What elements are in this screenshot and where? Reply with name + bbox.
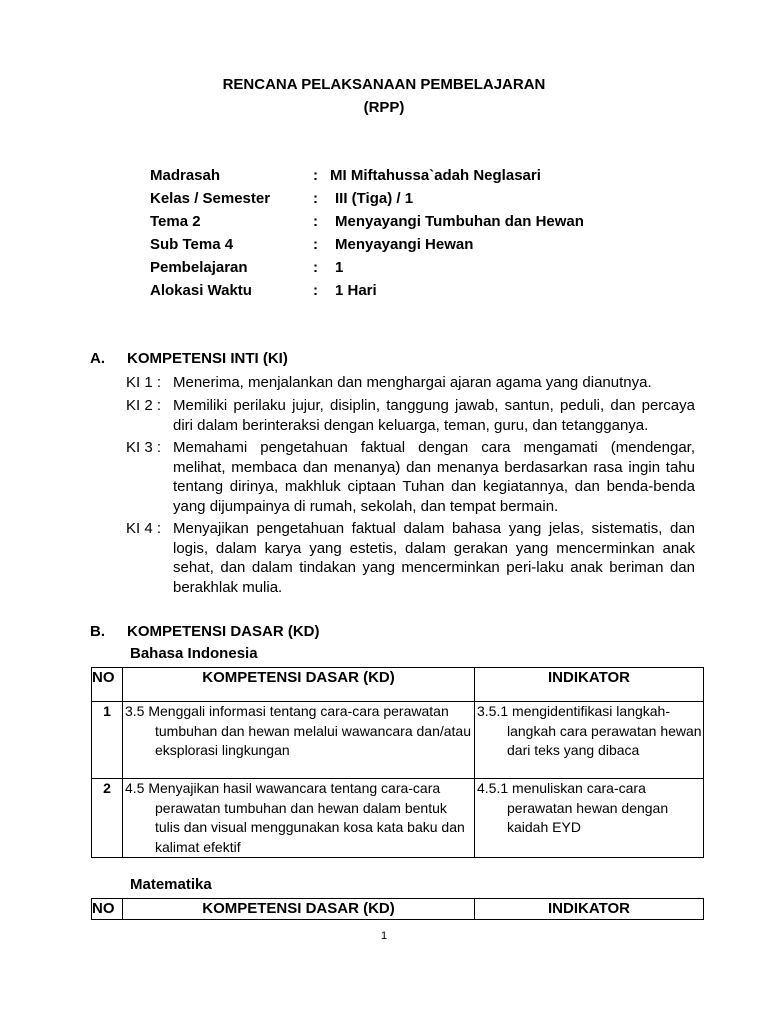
info-colon: : [313,236,318,253]
header-kd: KOMPETENSI DASAR (KD) [123,899,475,920]
info-colon: : [313,190,318,207]
section-title: KOMPETENSI DASAR (KD) [127,623,320,640]
row-number: 2 [92,779,123,858]
ki-label: KI 4 : [126,520,162,537]
table-row [92,779,704,858]
document-title: RENCANA PELAKSANAAN PEMBELAJARAN [222,76,546,93]
ki-label: KI 2 : [126,397,162,414]
ki-text: Memahami pengetahuan faktual dengan cara mengamati (mendengar, melihat, membaca dan menanya) dan menanya berdasarkan rasa ingin tahu tentang dirinya, makhluk ciptaan Tuhan dan kegiatannya, dan benda-benda yang dijumpainya di rumah, sekolah, dan tempat bermain. [173,439,695,515]
header-indikator: INDIKATOR [475,668,704,702]
header-no: NO [92,668,123,702]
header-no: NO [92,899,123,920]
info-value: 1 [335,259,344,276]
info-label: Sub Tema 4 [150,236,234,253]
info-value: 1 Hari [335,282,377,299]
kd-table-bahasa-indonesia [91,667,704,858]
row-indikator: 4.5.1 menuliskan cara-cara perawatan hewan dengan kaidah EYD [475,779,704,858]
info-label: Madrasah [150,167,221,184]
ki-label: KI 3 : [126,439,162,456]
ki-label: KI 1 : [126,374,162,391]
info-label: Kelas / Semester [150,190,271,207]
info-value: III (Tiga) / 1 [335,190,414,207]
info-value: Menyayangi Tumbuhan dan Hewan [335,213,584,230]
info-label: Pembelajaran [150,259,248,276]
section-title: KOMPETENSI INTI (KI) [127,350,288,367]
subheading-matematika: Matematika [130,876,212,893]
subheading-bahasa-indonesia: Bahasa Indonesia [130,645,258,662]
row-kd: 4.5 Menyajikan hasil wawancara tentang cara-cara perawatan tumbuhan dan hewan dalam bentuk tulis dan visual menggunakan kosa kata baku dan kalimat efektif [123,779,475,858]
info-colon: : [313,259,318,276]
document-subtitle: (RPP) [363,99,405,116]
header-indikator: INDIKATOR [475,899,704,920]
info-colon: : [313,282,318,299]
info-colon: : [313,213,318,230]
row-kd: 3.5 Menggali informasi tentang cara-cara perawatan tumbuhan dan hewan melalui wawancara dan/atau eksplorasi lingkungan [123,702,475,779]
table-header-row [92,668,704,702]
page-number: 1 [380,930,388,942]
ki-text: Menyajikan pengetahuan faktual dalam bahasa yang jelas, sistematis, dan logis, dalam karya yang estetis, dalam gerakan yang mencerminkan anak sehat, dan dalam tindakan yang mencerminkan peri-laku anak beriman dan berakhlak mulia. [173,520,695,596]
section-letter: B. [90,623,105,640]
info-label: Tema 2 [150,213,201,230]
row-indikator: 3.5.1 mengidentifikasi langkah-langkah cara perawatan hewan dari teks yang dibaca [475,702,704,779]
info-value: Menyayangi Hewan [335,236,474,253]
ki-text: Menerima, menjalankan dan menghargai ajaran agama yang dianutnya. [173,374,652,391]
table-row [92,702,704,779]
kd-table-matematika [91,898,704,920]
info-colon: : [313,167,318,184]
ki-text: Memiliki perilaku jujur, disiplin, tanggung jawab, santun, peduli, dan percaya diri dalam berinteraksi dengan keluarga, teman, guru, dan tetangganya. [173,397,695,434]
info-value: MI Miftahussa`adah Neglasari [330,167,541,184]
header-kd: KOMPETENSI DASAR (KD) [123,668,475,702]
row-number: 1 [92,702,123,779]
table-header-row [92,899,704,920]
section-letter: A. [90,350,105,367]
info-label: Alokasi Waktu [150,282,252,299]
